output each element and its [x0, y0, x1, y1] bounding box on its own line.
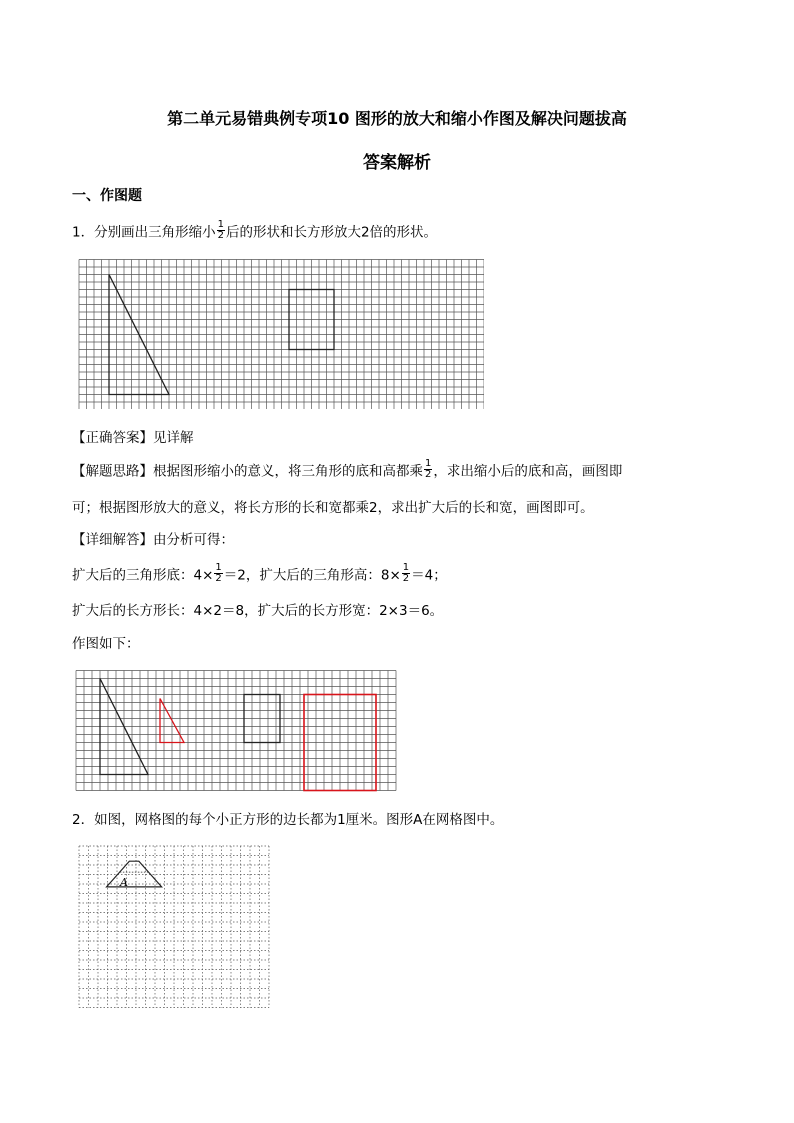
q1-text-post: 后的形状和长方形放大2倍的形状。 [225, 224, 438, 241]
q1-text-pre: 1．分别画出三角形缩小 [72, 224, 216, 241]
question-1 [72, 219, 438, 243]
approach-label: 【解题思路】 [72, 463, 153, 480]
grid-figure-1 [78, 259, 484, 409]
approach-fraction: $\frac{1}{2}$ [425, 458, 432, 480]
detail-label: 【详细解答】 [72, 532, 153, 548]
approach-text-post: ，求出缩小后的底和高，画图即 [433, 463, 623, 480]
draw-label: 作图如下： [72, 636, 140, 652]
calc-line-1: 扩大后的三角形底：4× $\frac{1}{2}$ ＝2，扩大后的三角形高：8× $\frac{1}{2}$ ＝4； [72, 562, 447, 584]
grid-figure-2 [75, 670, 399, 792]
calc1-fraction-a: $\frac{1}{2}$ [215, 562, 222, 584]
calc-line-2: 扩大后的长方形长：4×2＝8，扩大后的长方形宽：2×3＝6。 [72, 603, 444, 619]
approach-text-pre: 根据图形缩小的意义，将三角形的底和高都乘 [153, 463, 423, 480]
approach-line-2: 可；根据图形放大的意义，将长方形的长和宽都乘2，求出扩大后的长和宽，画图即可。 [72, 500, 594, 516]
approach-line-1 [72, 458, 623, 482]
detail-line [72, 530, 234, 550]
question-2: 2．如图，网格图的每个小正方形的边长都为1厘米。图形A在网格图中。 [72, 812, 504, 828]
answer-line [72, 428, 194, 448]
grid-figure-3 [78, 845, 270, 1013]
calc1-fraction-b: $\frac{1}{2}$ [402, 562, 410, 584]
page-subtitle: 答案解析 [363, 153, 431, 173]
section-heading: 一、作图题 [72, 188, 142, 204]
detail-text: 由分析可得： [153, 532, 234, 548]
grid-1-svg [78, 259, 484, 409]
page-title: 第二单元易错典例专项10 图形的放大和缩小作图及解决问题拔高 [167, 109, 627, 128]
answer-text: 见详解 [153, 430, 194, 446]
grid-3-svg [78, 845, 270, 1013]
grid-2-svg [75, 670, 399, 792]
figure-a-label: A [120, 876, 128, 889]
q1-fraction: $\frac{1}{2}$ [217, 219, 224, 241]
answer-label: 【正确答案】 [72, 430, 153, 446]
